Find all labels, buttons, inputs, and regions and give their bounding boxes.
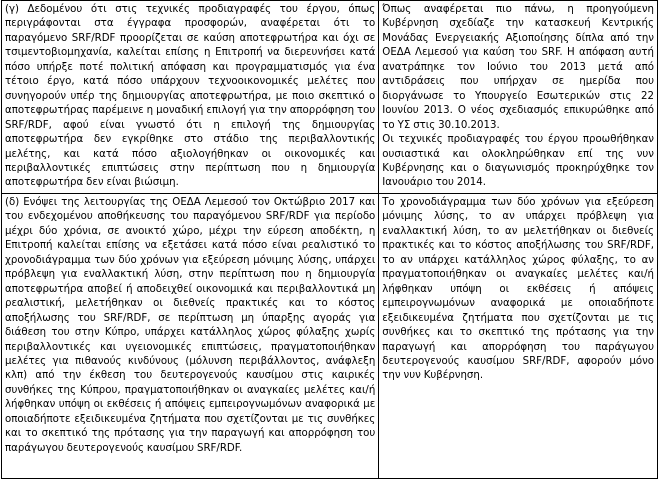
- paragraph-question-gamma: (γ) Δεδομένου ότι στις τεχνικές προδιαγραφές του έργου, όπως περιγράφονται στα έγγραφα προσφορών, αναφέρεται ότι το παραγόμενο SRF/RDF προορίζεται σε καύση αποτεφρωτήρα και όχι σε τσιμεντοβιομηχανία, καλείται επίσης η Επιτροπή να διερευνήσει κατά πόσο υπήρξε ποτέ πολιτική απόφαση και προγραμματισμός για ένα τέτοιο έργο, κατά πόσο υπάρχουν τεχνοοικονομικές μελέτες που συνηγορούν υπέρ της δημιουργίας αποτεφρωτήρα, με ποιο σκεπτικό ο αποτεφρωτήρας παρέμεινε η μοναδική επιλογή για την απορρόφηση του SRF/RDF, αφού είναι γνωστό ότι η επιλογή της δημιουργίας αποτεφρωτήρα δεν εγκρίθηκε στο στάδιο της περιβαλλοντικής μελέτης, και κατά πόσο αξιολογήθηκαν οι οικονομικές και περιβαλλοντικές επιπτώσεις στην περίπτωση που η δημιουργία αποτεφρωτήρα δεν είναι βιώσιμη.: [5, 4, 376, 189]
- table-cell-answer-delta: [379, 194, 658, 479]
- paragraph-answer-delta: Το χρονοδιάγραμμα των δύο χρόνων για εξεύρεση μόνιμης λύσης, το αν υπάρχει πρόβλεψη για εναλλακτική λύση, το αν μελετήθηκαν οι διεθνείς πρακτικές και το κόστος αποξήλωσης του SRF/RDF, το αν υπάρχει κατάλληλος χώρος φύλαξης, το αν πραγματοποιήθηκαν οι αναγκαίες μελέτες και/ή λήφθηκαν υπόψη οι εκθέσεις ή απόψεις εμπειρογνωμόνων αναφορικά με οποιαδήποτε εξειδικευμένα ζητήματα που σχετίζονται με τις συνθήκες και το σκεπτικό της πρότασης για την παραγωγή και απορρόφηση του παράγωγου δευτερογενούς καυσίμου SRF/RDF, αφορούν μόνο την νυν Κυβέρνηση.: [382, 197, 654, 382]
- table-cell-answer-gamma: [379, 1, 658, 194]
- paragraph-question-delta: (δ) Ενόψει της λειτουργίας της ΟΕΔΑ Λεμεσού τον Οκτώβριο 2017 και του ενδεχομένου αποθήκευσης του παραγόμενου SRF/RDF για περίοδο μέχρι δύο χρόνια, σε ανοικτό χώρο, μέχρι την εύρεση αποδέκτη, η Επιτροπή καλείται επίσης να εξετάσει κατά πόσο είναι ρεαλιστικό το χρονοδιάγραμμα των δύο χρόνων για εξεύρεση μόνιμης λύσης, υπάρχει πρόβλεψη για εναλλακτική λύση, στην περίπτωση που η δημιουργία αποτεφρωτήρα αποβεί ή αποδειχθεί οικονομικά και περιβαλλοντικά μη ρεαλιστική, μελετήθηκαν οι διεθνείς πρακτικές και το κόστος αποξήλωσης του SRF/RDF, σε περίπτωση μη ύπαρξης αγοράς για διάθεση του στην Κύπρο, υπάρχει κατάλληλος χώρος φύλαξης χωρίς περιβαλλοντικές και υγειονομικές επιπτώσεις, πραγματοποιήθηκαν μελέτες για πιθανούς κινδύνους (μόλυνση περιβάλλοντος, ανάφλεξη κλπ) από την έκθεση του δευτερογενούς καυσίμου στις καιρικές συνθήκες της Κύπρου, πραγματοποιήθηκαν οι αναγκαίες μελέτες και/ή λήφθηκαν υπόψη οι εκθέσεις ή απόψεις εμπειρογνωμόνων αναφορικά με οποιαδήποτε εξειδικευμένα ζητήματα που σχετίζονται με τις συνθήκες και το σκεπτικό της πρότασης για την παραγωγή και απορρόφηση του παράγωγου δευτερογενούς καυσίμου SRF/RDF.: [5, 197, 376, 454]
- table-row: [2, 194, 658, 479]
- paragraph-answer-gamma-1: Όπως αναφέρεται πιο πάνω, η προηγούμενη Κυβέρνηση σχεδίαζε την κατασκευή Κεντρικής Μονάδας Ενεργειακής Αξιοποίησης δίπλα από την ΟΕΔΑ Λεμεσού για καύση του SRF. Η απόφαση αυτή ανατράπηκε τον Ιούνιο του 2013 μετά από αντιδράσεις που υπήρχαν σε ημερίδα που διοργάνωσε το Υπουργείο Εσωτερικών στις 22 Ιουνίου 2013. Ο νέος σχεδιασμός επικυρώθηκε από το ΥΣ στις 30.10.2013.: [382, 4, 654, 131]
- table-cell-question-delta: [2, 194, 379, 479]
- table-row: [2, 1, 658, 194]
- document-table: [1, 0, 658, 479]
- paragraph-answer-gamma-2: Οι τεχνικές προδιαγραφές του έργου προωθήθηκαν ουσιαστικά και ολοκληρώθηκαν επί της νυν Κυβέρνησης και ο διαγωνισμός προκηρύχθηκε τον Ιανουάριο του 2014.: [382, 134, 654, 189]
- table-cell-question-gamma: [2, 1, 379, 194]
